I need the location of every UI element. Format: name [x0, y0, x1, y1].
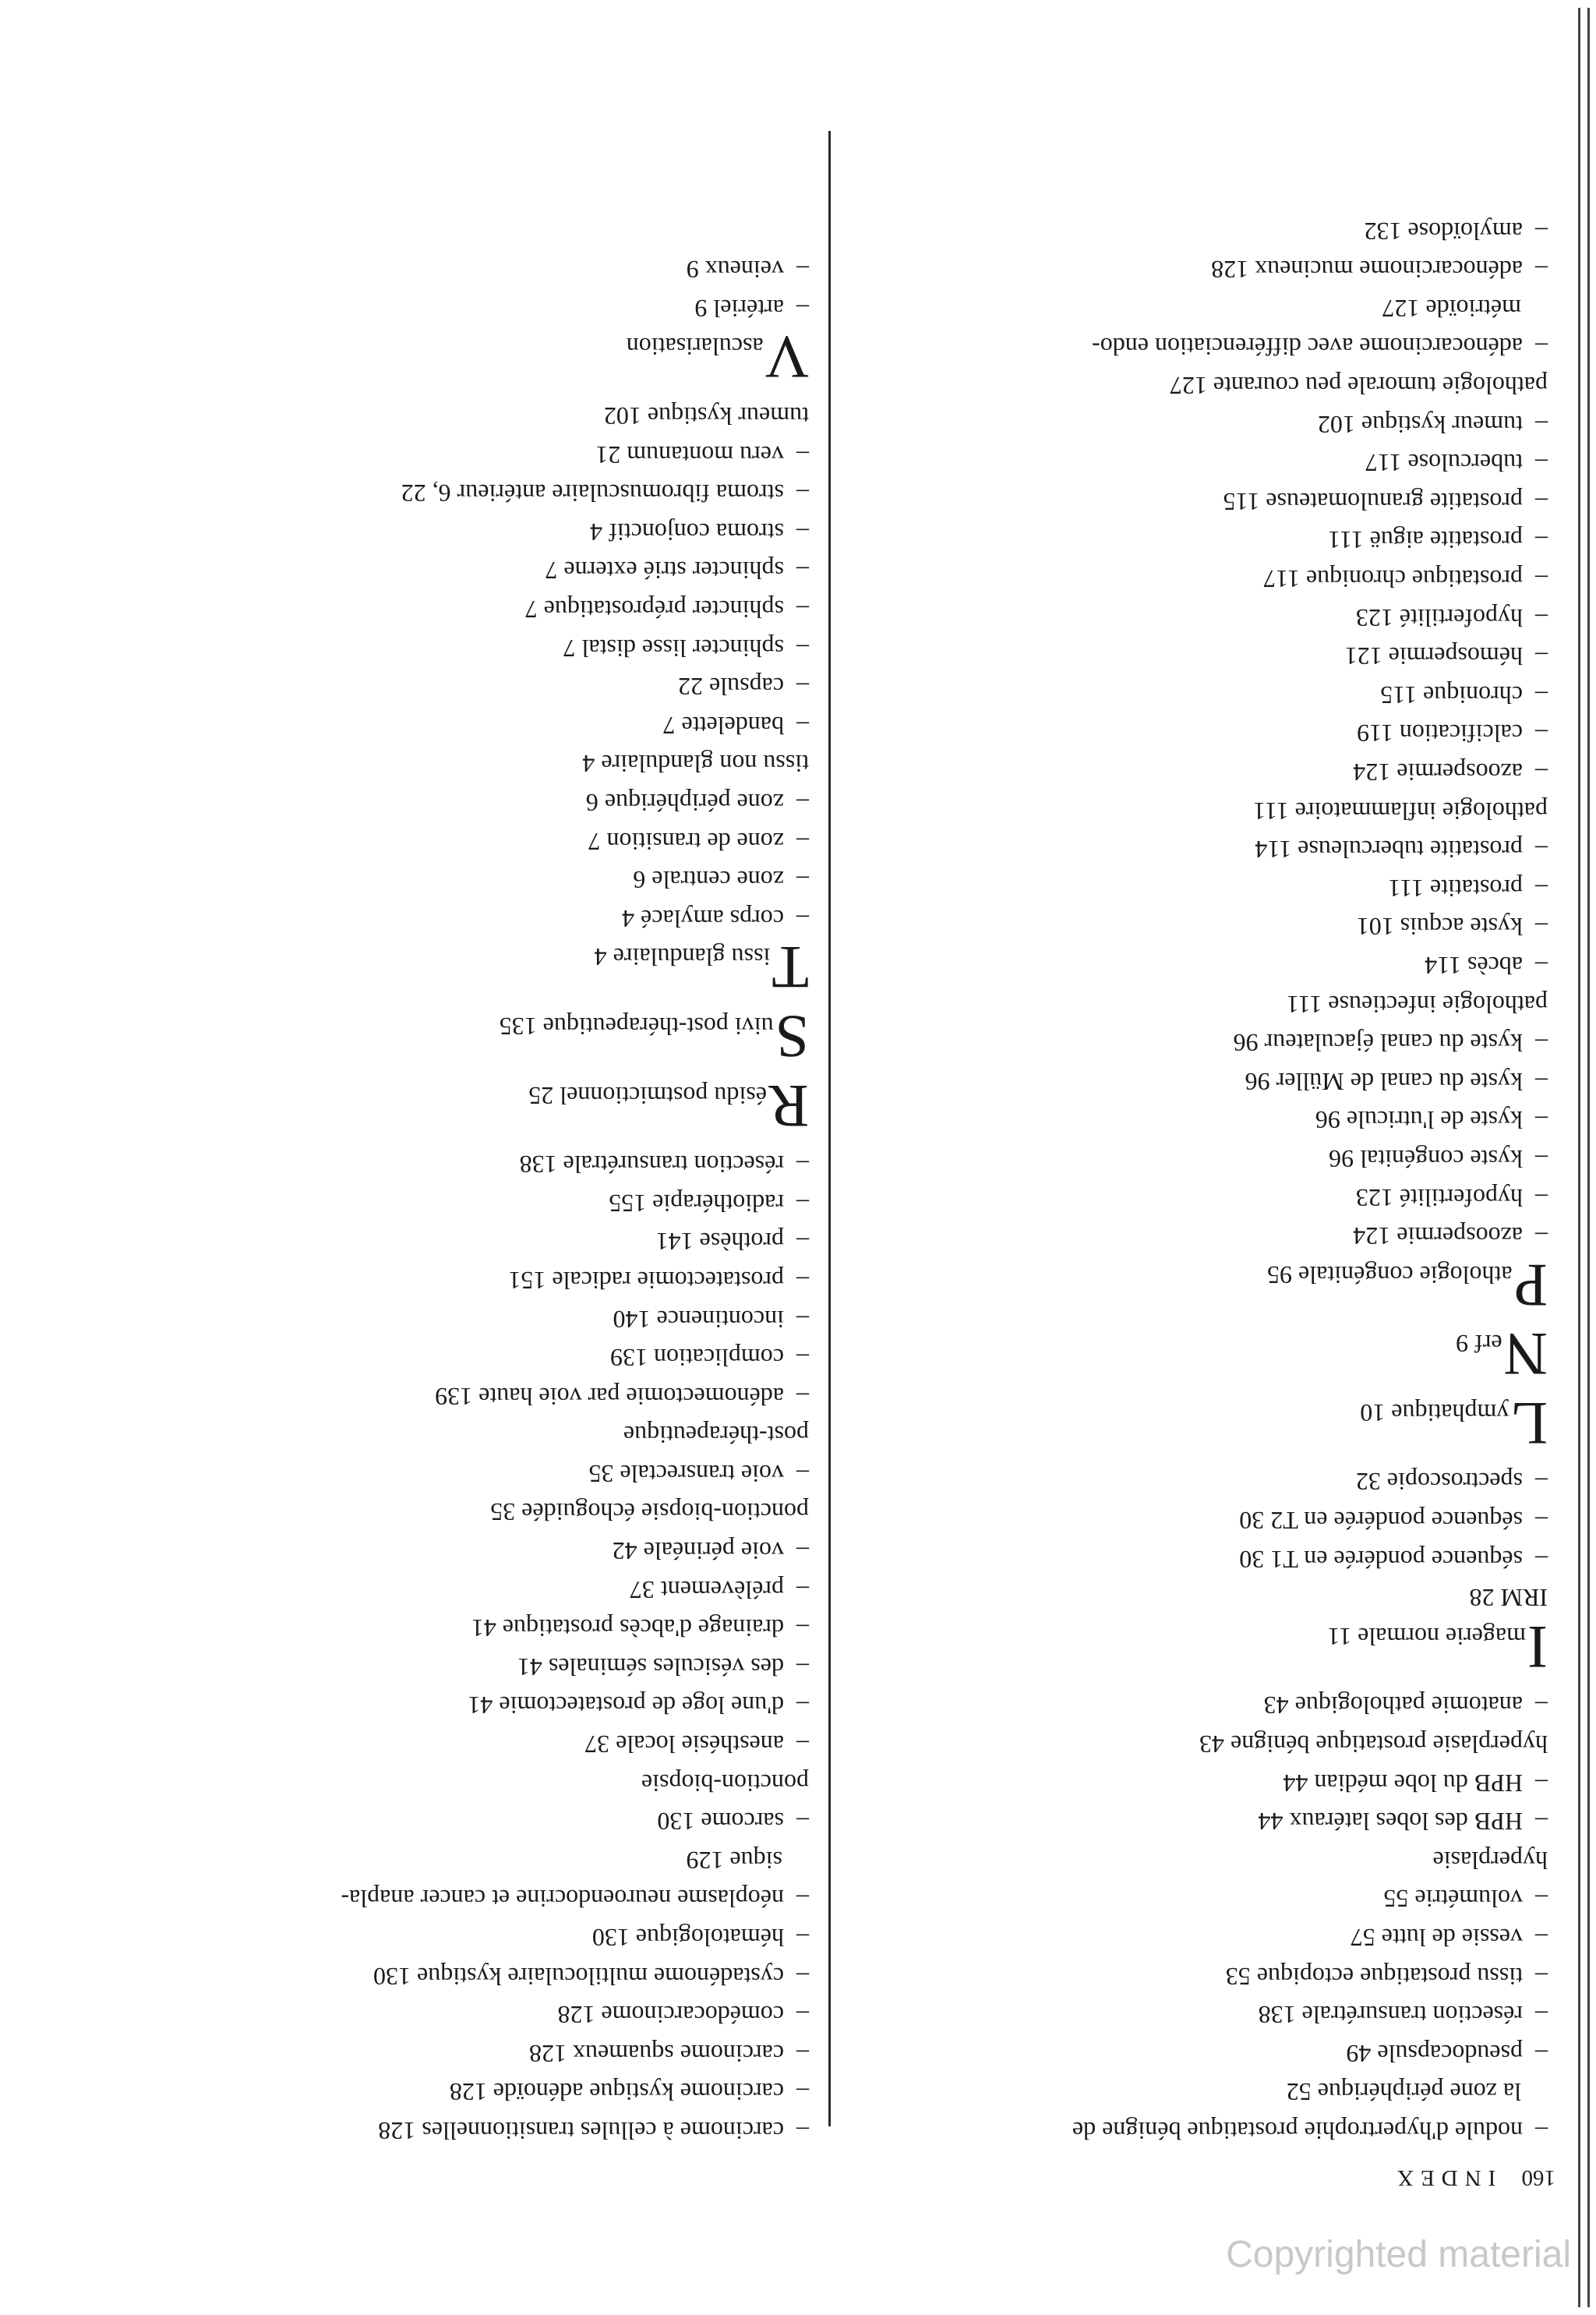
index-subentry: – hypofertilité 123 [877, 598, 1548, 637]
index-subentry: – kyste acquis 101 [877, 907, 1548, 946]
index-subentry: – volumétrie 55 [877, 1879, 1548, 1918]
index-letter: V [764, 323, 809, 392]
index-subentry: – résection transurétrale 138 [877, 1995, 1548, 2034]
index-subentry: – zone centrale 6 [30, 861, 809, 899]
index-subentry: – prélèvement 37 [30, 1570, 809, 1609]
index-entry-text: issu glandulaire 4 [594, 943, 771, 972]
index-subentry: – adénomectomie par voie haute 139 [30, 1377, 809, 1416]
index-subentry: – pseudocapsule 49 [877, 2034, 1548, 2073]
index-letter: N [1503, 1320, 1548, 1389]
index-subentry: – kyste du canal éjaculateur 96 [877, 1023, 1548, 1062]
scan-edge-line [1587, 8, 1590, 2307]
index-letter-entry [877, 1389, 1548, 1458]
index-subentry: – adénocarcinome mucineux 128 [877, 250, 1548, 289]
index-subentry: – sphincter préprostatique 7 [30, 589, 809, 628]
index-subentry: – bandelette 7 [30, 705, 809, 744]
index-subentry: – comédocarcinome 128 [30, 1995, 809, 2034]
index-entry: pathologie inflammatoire 111 [1253, 797, 1548, 825]
index-subentry: – amyloïdose 132 [877, 211, 1548, 250]
index-subentry: – tuberculose 117 [877, 444, 1548, 482]
index-letter-entry [30, 1072, 809, 1140]
index-entry: pathologie tumorale peu courante 127 [1169, 372, 1548, 401]
index-subentry: – anesthésie locale 37 [30, 1724, 809, 1763]
index-subentry: – résection transurétrale 138 [30, 1145, 809, 1184]
index-subentry: – artériel 9 [30, 288, 809, 327]
index-subentry: – cystadénome multiloculaire kystique 130 [30, 1956, 809, 1995]
index-subentry: – zone de transition 7 [30, 822, 809, 861]
index-subentry: – stroma fibromusculaire antérieur 6, 22 [30, 474, 809, 513]
index-subentry: – adénocarcinome avec différenciation endo- [877, 327, 1548, 366]
index-subentry: – prostatite aiguë 111 [877, 521, 1548, 560]
index-subentry: – carcinome squameux 128 [30, 2034, 809, 2073]
index-entry-text: magerie normale 11 [1327, 1622, 1527, 1651]
index-subentry: – incontinence 140 [30, 1299, 809, 1338]
index-subentry: – prostatite tuberculeuse 114 [877, 830, 1548, 869]
index-subentry: – voie périnéale 42 [30, 1532, 809, 1571]
index-entry: IRM 28 [1469, 1584, 1548, 1613]
page-title: INDEX [1390, 2165, 1496, 2190]
index-subentry: – sphincter lisse distal 7 [30, 628, 809, 667]
index-subentry: – anatomie pathologique 43 [877, 1686, 1548, 1725]
page-header [1390, 2165, 1555, 2190]
index-entry-text: ymphatique 10 [1360, 1398, 1509, 1427]
index-subentry: – drainage d'abcès prostatique 41 [30, 1609, 809, 1648]
index-subentry: – des vésicules séminales 41 [30, 1647, 809, 1686]
index-subentry: – vessie de lutte 57 [877, 1917, 1548, 1956]
index-subentry: – stroma conjonctif 4 [30, 512, 809, 551]
index-subentry: – azoospermie 124 [877, 752, 1548, 791]
index-subentry: – azoospermie 124 [877, 1217, 1548, 1256]
index-letter-entry [30, 934, 809, 1002]
column-divider [828, 131, 831, 2126]
index-entry-text: erf 9 [1456, 1330, 1502, 1359]
index-column-left [877, 211, 1548, 2150]
index-subentry: – hématologique 130 [30, 1917, 809, 1956]
page-number: 160 [1521, 2165, 1555, 2190]
index-entry: pathologie infectieuse 111 [1286, 990, 1548, 1019]
index-letter-entry [877, 1320, 1548, 1389]
index-subentry: – abcès 114 [877, 945, 1548, 984]
index-subentry: – sarcome 130 [30, 1802, 809, 1841]
index-subentry: – carcinome kystique adénoïde 128 [30, 2073, 809, 2112]
index-subentry: – séquence pondérée en T2 30 [877, 1501, 1548, 1540]
index-letter: I [1527, 1613, 1548, 1681]
index-letter: L [1510, 1389, 1548, 1458]
index-subentry: – radiothérapie 155 [30, 1183, 809, 1222]
index-subentry: – carcinome à cellules transitionnelles 128 [30, 2111, 809, 2150]
index-entry: post-thérapeutique [623, 1421, 809, 1450]
index-subentry: – veru montanum 21 [30, 435, 809, 474]
index-subentry: – sphincter strié externe 7 [30, 551, 809, 590]
index-letter-entry [30, 1002, 809, 1071]
index-letter-entry [877, 1251, 1548, 1320]
index-entry: sique 129 [686, 1846, 782, 1875]
index-subentry: – prothèse 141 [30, 1222, 809, 1261]
index-subentry: – complication 139 [30, 1338, 809, 1377]
watermark: Copyrighted material [1226, 2234, 1571, 2275]
index-subentry: – tissu prostatique ectopique 53 [877, 1956, 1548, 1995]
index-entry: tumeur kystique 102 [603, 402, 809, 431]
index-subentry: – hémospermie 121 [877, 637, 1548, 676]
index-subentry: – d'une loge de prostatectomie 41 [30, 1686, 809, 1725]
index-entry-text: uivi post-thérapeutique 135 [499, 1012, 774, 1041]
index-subentry: – prostatite granulomateuse 115 [877, 482, 1548, 521]
index-entry: ponction-biopsie échoguidée 35 [490, 1498, 809, 1527]
index-subentry: – néoplasme neuroendocrine et cancer anapla- [30, 1879, 809, 1918]
index-letter: P [1513, 1251, 1548, 1320]
index-subentry: – spectroscopie 32 [877, 1462, 1548, 1501]
index-subentry: – veineux 9 [30, 250, 809, 289]
index-subentry: – séquence pondérée en T1 30 [877, 1539, 1548, 1578]
index-subentry: – nodule d'hypertrophie prostatique bénigne de [877, 2111, 1548, 2150]
index-entry: hyperplasie [1432, 1846, 1548, 1875]
index-subentry: – zone périphérique 6 [30, 783, 809, 822]
index-subentry: – HPB des lobes latéraux 44 [877, 1802, 1548, 1841]
index-entry-text: athologie congénitale 95 [1267, 1260, 1513, 1289]
index-letter: T [772, 934, 809, 1002]
index-subentry: – kyste de l'utricule 96 [877, 1101, 1548, 1140]
index-subentry: – voie transrectale 35 [30, 1454, 809, 1493]
index-subentry: – kyste congénital 96 [877, 1139, 1548, 1178]
index-letter: S [775, 1002, 809, 1071]
index-subentry: – calcification 119 [877, 714, 1548, 753]
index-entry: métrioïde 127 [1382, 294, 1521, 323]
scan-edge-line [1578, 8, 1580, 2307]
index-letter: R [768, 1072, 809, 1140]
index-column-right [30, 250, 809, 2150]
index-subentry: – prostatite 111 [877, 868, 1548, 907]
index-subentry: – corps amylacé 4 [30, 899, 809, 938]
index-entry: hyperplasie prostatique bénigne 43 [1199, 1730, 1548, 1759]
index-subentry: – HPB du lobe médian 44 [877, 1763, 1548, 1802]
index-subentry: – prostatique chronique 117 [877, 559, 1548, 598]
index-subentry: – prostatectomie radicale 151 [30, 1260, 809, 1299]
index-subentry: – tumeur kystique 102 [877, 405, 1548, 444]
index-entry-text: ascularisation [626, 333, 764, 362]
index-letter-entry [877, 1613, 1548, 1681]
index-entry: ponction-biopsie [641, 1769, 809, 1797]
index-entry-text: ésidu postmictionnel 25 [528, 1081, 767, 1110]
index-subentry: – hypofertilité 123 [877, 1178, 1548, 1217]
index-subentry: – kyste du canal de Müller 96 [877, 1062, 1548, 1101]
index-entry: la zone périphérique 52 [1286, 2078, 1521, 2107]
index-letter-entry [30, 323, 809, 392]
index-subentry: – chronique 115 [877, 675, 1548, 714]
index-subentry: – capsule 22 [30, 667, 809, 706]
index-entry: tissu non glandulaire 4 [582, 750, 809, 779]
